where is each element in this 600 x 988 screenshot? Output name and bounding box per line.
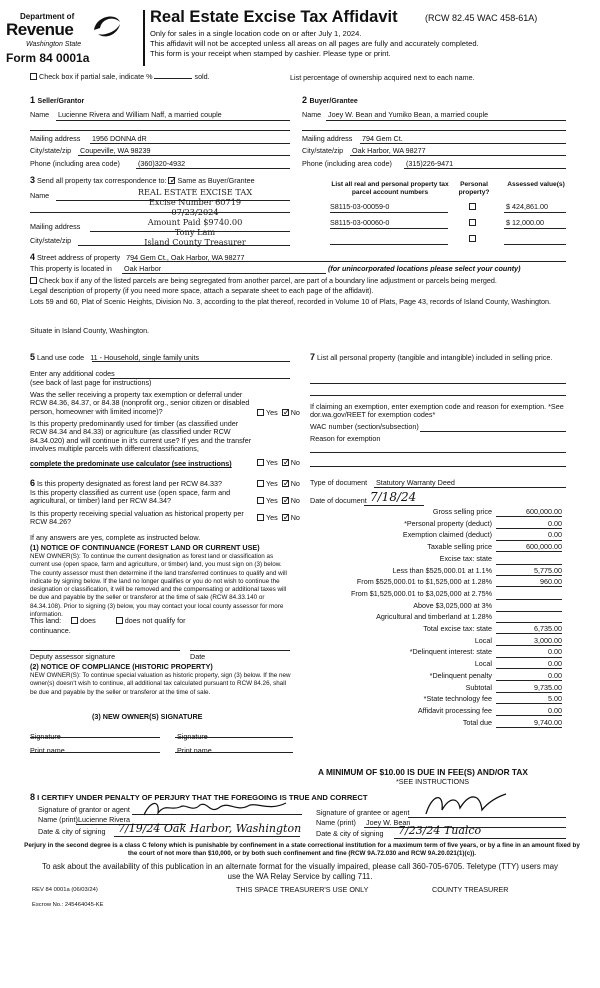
s5-q2b: complete the predominate use calculator (see instructions) xyxy=(30,459,232,468)
tax-row-label: Taxable selling price xyxy=(427,542,492,552)
s5-add-note: (see back of last page for instructions) xyxy=(30,378,152,387)
does-checkbox[interactable] xyxy=(71,617,78,624)
s2-name-field[interactable]: Joey W. Bean and Yumiko Bean, a married couple xyxy=(328,110,489,119)
s7-wac-label: WAC number (section/subsection) xyxy=(310,422,419,431)
tax-row xyxy=(300,648,562,659)
s8-cert: 8 I CERTIFY UNDER PENALTY OF PERJURY THAT THE FOREGOING IS TRUE AND CORRECT xyxy=(30,792,368,802)
s4-check-text: Check box if any of the listed parcels are being segregated from another parcel, are part of a boundary line adjustment or parcels being merged. xyxy=(39,276,497,285)
tax-row xyxy=(300,660,562,671)
county-treasurer: COUNTY TREASURER xyxy=(432,885,509,894)
minimum-see: *SEE INSTRUCTIONS xyxy=(396,777,470,786)
no-checkbox[interactable] xyxy=(282,409,289,416)
perjury-notice: Perjury in the second degree is a class C felony which is punishable by confinement in a state correctional institution for a maximum term of five years, or by a fine in an amount fixed by the court of not more than $10,000, or by both such confinement and fine (RCW 9A.72.030 and RCW 9A.20.021(1)(c)). xyxy=(24,842,580,857)
s6-n1-title: (1) NOTICE OF CONTINUANCE (FOREST LAND OR CURRENT USE) xyxy=(30,543,260,552)
s5-q2: Is this property predominantly used for timber (as classified under RCW 84.34 and 84.33) or agriculture (as classified under RCW 84.34.020) and will continue in it's current use? If yes and the transfer involves multiple parcels with different classifications, xyxy=(30,419,252,453)
tax-row-label: From $1,525,000.01 to $3,025,000 at 2.75% xyxy=(350,588,492,598)
tax-row-label: Total excise tax: state xyxy=(423,624,492,633)
agency-main: Revenue xyxy=(6,20,74,39)
grantor-sig-label: Signature of grantor or agent xyxy=(38,805,130,814)
tax-row-value[interactable] xyxy=(496,590,562,600)
s6-n1-body: NEW OWNER(S): To continue the current designation as forest land or classification as current use (open space, farm and agriculture, or timber) land, you must sign on (3) below. The county assessor must then determine if the land transferred continues to qualify and will indicate by signing below. If the land no longer qualifies or you do not wish to continue the designation or classification, it will be removed and the compensating or additional taxes will be due and payable by the seller or transferor at the time of sale (RCW 84.33.140 or 84.34.108). Prior to signing (3) below, you may contact your local county assessor for more information. xyxy=(30,553,287,619)
tax-row xyxy=(300,520,562,531)
tax-row xyxy=(300,707,562,718)
tax-row-label: Local xyxy=(474,635,492,645)
yes-checkbox[interactable] xyxy=(257,409,264,416)
s2-city-field[interactable]: Oak Harbor, WA 98277 xyxy=(352,146,426,155)
tax-row xyxy=(300,637,562,648)
tax-row-value[interactable]: 6,735.00 xyxy=(496,625,562,634)
s6-land-row: This land: does does not qualify for xyxy=(30,616,186,625)
tax-row-value[interactable] xyxy=(496,555,562,565)
grantee-print-label: Name (print) xyxy=(316,818,356,827)
s1-mail-field[interactable]: 1956 DONNA dR xyxy=(92,134,147,143)
doc-date-label: Date of document xyxy=(310,496,367,505)
parcel-header-value: Assessed value(s) xyxy=(507,181,565,188)
s6-q2: Is this property classified as current use (open space, farm and agricultural, or timber) land per RCW 84.34? xyxy=(30,488,231,506)
s3-city-label: City/state/zip xyxy=(30,236,72,245)
parcel-header-numbers: List all real and personal property tax parcel account numbers xyxy=(331,181,449,196)
escrow-number: Escrow No.: 245464045-KE xyxy=(32,902,104,908)
tax-row-label: *Delinquent penalty xyxy=(429,670,492,680)
no-checkbox[interactable] xyxy=(282,497,289,504)
s3-row: 3 Send all property tax correspondence to: ✓ Same as Buyer/Grantee xyxy=(30,175,255,185)
personal-property-checkbox[interactable] xyxy=(469,203,476,210)
s5-add-label: Enter any additional codes xyxy=(30,369,115,378)
s6-continuance: continuance. xyxy=(30,626,71,635)
tax-row-label: From $525,000.01 to $1,525,000 at 1.28% xyxy=(356,577,492,587)
no-checkbox[interactable] xyxy=(282,514,289,521)
yes-checkbox[interactable] xyxy=(257,480,264,487)
tax-row xyxy=(300,555,562,566)
s4-legal-label: Legal description of property (if you need more space, attach a separate sheet to each page of the affidavit). xyxy=(30,286,374,295)
tax-row-label: Total due xyxy=(462,717,492,727)
s4-legal-desc[interactable]: Lots 59 and 60, Plat of Scenic Heights, Division No. 3, according to the plat thereof, recorded in Volume 10 of Plats, Page 43, records of Island County, Washington. xyxy=(30,297,551,306)
tax-row xyxy=(300,508,562,519)
grantor-signature xyxy=(140,797,290,819)
s2-mail-label: Mailing address xyxy=(302,134,353,143)
tax-row xyxy=(300,672,562,683)
parcel-number[interactable]: S8115-03-00059-0 xyxy=(330,202,390,211)
tax-row-value[interactable]: 0.00 xyxy=(496,660,562,669)
tax-row-label: Subtotal xyxy=(465,682,492,692)
s4-location-label: This property is located in xyxy=(30,264,112,273)
assessed-value[interactable]: $ 424,861.00 xyxy=(506,202,548,211)
tax-row-value[interactable] xyxy=(496,613,562,623)
no-checkbox[interactable] xyxy=(282,480,289,487)
s4-legal-desc-2[interactable]: Situate in Island County, Washington. xyxy=(30,326,150,335)
personal-property-checkbox[interactable] xyxy=(469,235,476,242)
s3-same-label: Same as Buyer/Grantee xyxy=(177,176,255,185)
tax-row xyxy=(300,567,562,578)
tax-row-value[interactable]: 600,000.00 xyxy=(496,508,562,517)
s6-q1-answer: Yes ✓ No xyxy=(257,480,300,488)
doc-type-label: Type of document xyxy=(310,478,368,487)
partial-sale-checkbox[interactable] xyxy=(30,73,37,80)
treasurer-stamp: REAL ESTATE EXCISE TAX Excise Number 60719 07/23/2024 Amount Paid $9740.00 Tony Lam Island County Treasurer xyxy=(137,187,253,247)
partial-sale-sold: sold. xyxy=(194,72,210,81)
s6-n2-body: NEW OWNER(S): To continue special valuation as historic property, sign (3) below. If the new owner(s) doesn't wish to continue, all additional tax calculated pursuant to RCW 84.26, shall be due and payable by the seller or transferor at the time of sale. xyxy=(30,672,291,696)
form-number: Form 84 0001a xyxy=(6,51,90,65)
tax-row-label: *Delinquent interest: state xyxy=(409,647,492,657)
tax-row-label: *State technology fee xyxy=(423,694,492,704)
tax-row-label: Gross selling price xyxy=(432,507,492,516)
form-title: Real Estate Excise Tax Affidavit xyxy=(150,8,398,26)
segregation-checkbox[interactable] xyxy=(30,277,37,284)
s2-phone-label: Phone (including area code) xyxy=(302,159,392,168)
doc-date-field[interactable]: 7/18/24 xyxy=(370,490,417,504)
tax-row xyxy=(300,695,562,706)
tax-row xyxy=(300,625,562,636)
tax-row-value[interactable]: 0.00 xyxy=(496,520,562,529)
form-revision: REV 84 0001a (06/03/24) xyxy=(32,887,98,893)
grantor-date-label: Date & city of signing xyxy=(38,827,106,836)
s1-heading: 1 Seller/Grantor xyxy=(30,95,85,105)
parcel-header-personal: Personal property? xyxy=(458,181,490,196)
tax-row-label: Local xyxy=(474,659,492,669)
agency-sub: Washington State xyxy=(26,41,82,48)
s1-phone-field[interactable]: (360)320-4932 xyxy=(138,159,186,168)
tax-row-label: Less than $525,000.01 at 1.1% xyxy=(392,565,492,575)
header-note-2: This affidavit will not be accepted unless all areas on all pages are fully and accurately completed. xyxy=(150,39,479,48)
s1-phone-label: Phone (including area code) xyxy=(30,159,120,168)
tax-row xyxy=(300,578,562,589)
s5-row: 5 Land use code 11 - Household, single family units xyxy=(30,352,200,362)
assessed-value[interactable]: $ 12,000.00 xyxy=(506,218,544,227)
grantee-date-label: Date & city of signing xyxy=(316,829,384,838)
tax-row xyxy=(300,684,562,695)
treasurer-space: THIS SPACE TREASURER'S USE ONLY xyxy=(236,885,369,894)
does-not-checkbox[interactable] xyxy=(116,617,123,624)
doc-type-field[interactable]: Statutory Warranty Deed xyxy=(376,478,455,487)
header-note-3: This form is your receipt when stamped by cashier. Please type or print. xyxy=(150,49,391,58)
s4-address[interactable]: 794 Gem Ct., Oak Harbor, WA 98277 xyxy=(126,253,245,262)
s3-text: Send all property tax correspondence to: xyxy=(37,176,167,185)
s2-phone-field[interactable]: (315)226-9471 xyxy=(406,159,454,168)
s7-reason-label: Reason for exemption xyxy=(310,434,381,443)
parcel-row xyxy=(330,219,570,229)
parcel-row xyxy=(330,203,570,213)
s6-q3: Is this property receiving special valuation as historical property per RCW 84.26? xyxy=(30,509,244,527)
tax-row-value[interactable]: 0.00 xyxy=(496,531,562,540)
header-divider xyxy=(143,10,145,66)
grantor-print-label: Name (print) xyxy=(38,815,78,824)
grantor-print-field[interactable]: Lucienne Rivera xyxy=(78,815,130,824)
tax-row-value[interactable]: 600,000.00 xyxy=(496,543,562,552)
tax-row-value[interactable] xyxy=(496,602,562,612)
tax-row-value[interactable]: 0.00 xyxy=(496,648,562,657)
tax-row-value[interactable]: 960.00 xyxy=(496,578,562,587)
tax-row-label: *Personal property (deduct) xyxy=(404,518,492,528)
s1-name-label: Name xyxy=(30,110,50,119)
no-checkbox[interactable] xyxy=(282,459,289,466)
tax-row xyxy=(300,602,562,613)
yes-checkbox[interactable] xyxy=(257,459,264,466)
grantor-date-field[interactable]: 7/19/24 Oak Harbor, Washington xyxy=(118,822,302,835)
parcel-number[interactable]: S8115-03-00060-0 xyxy=(330,218,390,227)
s5-q2-answer: Yes ✓ No xyxy=(257,459,300,467)
s2-name-label: Name xyxy=(302,110,322,119)
s1-city-label: City/state/zip xyxy=(30,146,72,155)
owner-signature-label-2: Signature xyxy=(177,732,208,741)
s7-text: 7 List all personal property (tangible and intangible) included in selling price. xyxy=(310,352,553,362)
tax-row-label: Above $3,025,000 at 3% xyxy=(413,600,492,610)
tax-row-value[interactable]: 0.00 xyxy=(496,672,562,681)
tax-row-label: Affidavit processing fee xyxy=(417,705,492,715)
s1-name-field[interactable]: Lucienne Rivera and William Naff, a married couple xyxy=(58,110,222,119)
s5-q1: Was the seller receiving a property tax exemption or deferral under RCW 84.36, 84.37, or 84.38 (nonprofit org., senior citizen or disabled person, homeowner with limited income)? xyxy=(30,390,250,416)
deputy-date-label: Date xyxy=(190,652,206,661)
grantee-sig-label: Signature of grantee or agent xyxy=(316,808,410,817)
grantee-signature xyxy=(420,790,510,818)
tax-row-value[interactable]: 9,740.00 xyxy=(496,719,562,728)
same-as-buyer-checkbox[interactable] xyxy=(168,177,175,184)
s4-label: Street address of property xyxy=(37,253,121,262)
owner-print-label-2: Print name xyxy=(177,746,212,755)
tax-row xyxy=(300,543,562,554)
tax-row-value[interactable]: 0.00 xyxy=(496,707,562,716)
tax-row-value[interactable]: 9,735.00 xyxy=(496,684,562,693)
s6-q1: 6 Is this property designated as forest land per RCW 84.33? xyxy=(30,478,222,488)
s1-city-field[interactable]: Coupeville, WA 98239 xyxy=(80,146,151,155)
s5-label: Land use code xyxy=(37,353,85,362)
s5-code[interactable]: 11 - Household, single family units xyxy=(90,353,200,362)
s3-mail-label: Mailing address xyxy=(30,222,81,231)
owner-signature-label: Signature xyxy=(30,732,61,741)
s4-location-note: (for unincorporated locations please select your county) xyxy=(328,264,521,273)
tax-row-value[interactable]: 3,000.00 xyxy=(496,637,562,646)
agency-top: Department of xyxy=(20,12,75,21)
tax-row xyxy=(300,590,562,601)
s1-mail-label: Mailing address xyxy=(30,134,81,143)
s6-q3-answer: Yes ✓ No xyxy=(257,514,300,522)
s6-note: If any answers are yes, complete as instructed below. xyxy=(30,533,201,542)
minimum-notice: A MINIMUM OF $10.00 IS DUE IN FEE(S) AND/OR TAX xyxy=(318,767,528,777)
wa-logo-icon xyxy=(90,10,124,40)
tax-row xyxy=(300,531,562,542)
yes-checkbox[interactable] xyxy=(257,497,264,504)
ownership-note: List percentage of ownership acquired next to each name. xyxy=(290,73,475,82)
header-note-1: Only for sales in a single location code on or after July 1, 2024. xyxy=(150,29,362,38)
grantee-date-field[interactable]: 7/23/24 Tualco xyxy=(398,824,482,837)
tax-row-label: Exemption claimed (deduct) xyxy=(402,530,492,540)
s4-segregation-row xyxy=(30,277,570,285)
s2-city-label: City/state/zip xyxy=(302,146,344,155)
parcel-row xyxy=(330,235,570,245)
s7-exemption: If claiming an exemption, enter exemption code and reason for exemption. *See dor.wa.gov/REET for exemption codes* xyxy=(310,402,564,420)
grantee-print-field[interactable]: Joey W. Bean xyxy=(366,818,411,827)
tax-row-label: Excise tax: state xyxy=(439,553,492,563)
deputy-signature-label: Deputy assessor signature xyxy=(30,652,116,661)
s2-heading: 2 Buyer/Grantee xyxy=(302,95,358,105)
s6-n3-title: (3) NEW OWNER(S) SIGNATURE xyxy=(92,712,203,721)
tax-row-value[interactable]: 5.00 xyxy=(496,695,562,704)
alt-format-notice: To ask about the availability of this publication in an alternate format for the visually impaired, please call 360-705-6705. Teletype (TTY) users may use the WA Relay Service by calling 711. xyxy=(41,862,559,881)
s5-q1-answer: Yes ✓ No xyxy=(257,409,300,417)
tax-row-label: Agricultural and timberland at 1.28% xyxy=(376,612,492,622)
s6-q2-answer: Yes ✓ No xyxy=(257,497,300,505)
tax-row-value[interactable]: 5,775.00 xyxy=(496,567,562,576)
tax-row xyxy=(300,719,562,730)
form-rcw: (RCW 82.45 WAC 458-61A) xyxy=(425,13,538,23)
personal-property-checkbox[interactable] xyxy=(469,219,476,226)
s6-n2-title: (2) NOTICE OF COMPLIANCE (HISTORIC PROPERTY) xyxy=(30,662,213,671)
s2-mail-field[interactable]: 794 Gem Ct. xyxy=(362,134,403,143)
yes-checkbox[interactable] xyxy=(257,514,264,521)
owner-print-label: Print name xyxy=(30,746,65,755)
s3-name-label: Name xyxy=(30,191,50,200)
s4-row: 4 Street address of property 794 Gem Ct., Oak Harbor, WA 98277 xyxy=(30,252,245,262)
tax-row xyxy=(300,613,562,624)
agency-logo xyxy=(6,8,126,68)
partial-sale-label: Check box if partial sale, indicate % xyxy=(39,72,153,81)
partial-sale-row xyxy=(30,73,210,81)
s4-location-field[interactable]: Oak Harbor xyxy=(124,264,162,273)
